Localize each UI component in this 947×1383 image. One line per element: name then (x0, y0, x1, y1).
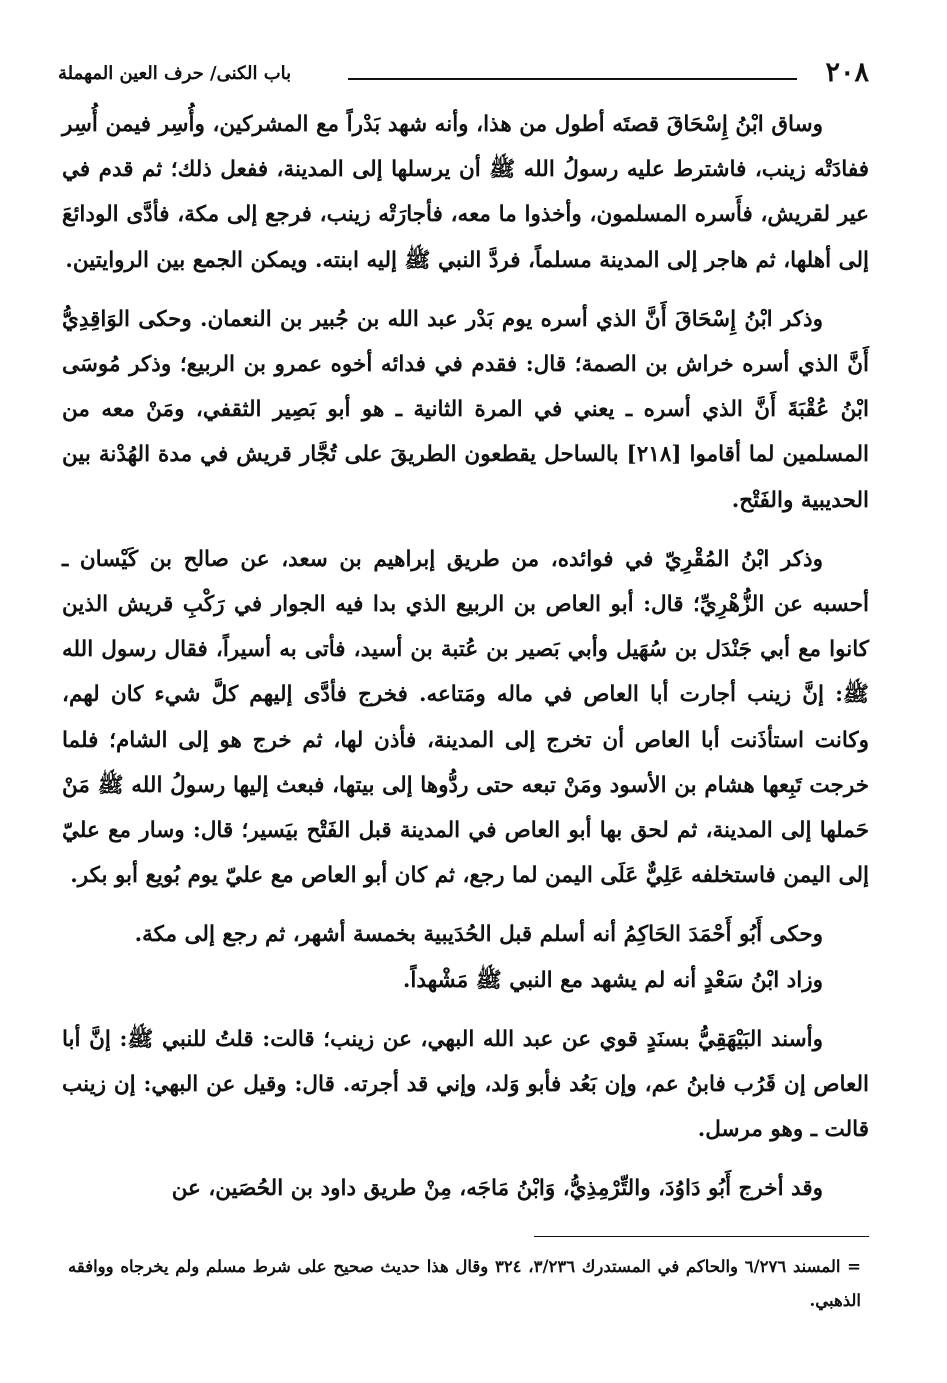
footnote-rule (534, 1236, 869, 1237)
paragraph-3: وذكر ابْنُ المُقْرِيّ في فوائده، من طريق إبراهيم بن سعد، عن صالح بن كَيْسان ـ أحسبه عن الزُّهْرِيِّ؛ قال: أبو العاص بن الربيع الذي بدا فيه الجوار في رَكْبِ قريش الذين كانوا مع أبي جَنْدَل بن سُهَيل وأبي بَصير بن عُتبة بن أسيد، فأتى به أسيراً، فقال رسول الله ﷺ: إنَّ زينب أجارت أبا العاص في ماله ومَتاعه. فخرج فأدَّى إليهم كلَّ شيء كان لهم، وكانت استأذَنت أبا العاص أن تخرج إلى المدينة، فأذن لها، ثم خرج هو إلى الشام؛ فلما خرجت تَبِعها هشام بن الأسود ومَنْ تبعه حتى ردُّوها إلى بيتها، فبعث إليها رسولُ الله ﷺ مَنْ حَملها إلى المدينة، ثم لحق بها أبو العاص في المدينة قبل الفَتْح بيَسير؛ قال: وسار مع عليّ إلى اليمن فاستخلفه عَلِيٌّ عَلَى اليمن لما رجع، ثم كان أبو العاص مع عليّ يوم بُويع أبو بكر. (62, 546, 869, 889)
running-title: باب الكنى/ حرف العين المهملة (58, 63, 292, 84)
page-header (58, 58, 869, 92)
paragraph-7: وقد أخرج أَبُو دَاوُدَ، والتِّرْمِذِيُّ، وَابْنُ مَاجَه، مِنْ طريق داود بن الحُصَين، عن (171, 1176, 823, 1202)
header-rule (348, 78, 797, 80)
paragraph-5: وزاد ابْنُ سَعْدٍ أنه لم يشهد مع النبي ﷺ مَشْهداً. (402, 967, 823, 993)
paragraph-6: وأسند البَيْهَقِيُّ بسنَدٍ قوي عن عبد الله البهي، عن زينب؛ قالت: قلتُ للنبي ﷺ: إنَّ أبا العاص إن قَرُب فابنُ عم، وإن بَعُد فأبو وَلد، وإني قد أجرته. قال: وقيل عن البهي: إن زينب قالت ـ وهو مرسل. (62, 1026, 869, 1143)
paragraph-4: وحكى أَبُو أَحْمَدَ الحَاكِمُ أنه أسلم قبل الحُدَيبية بخمسة أشهر، ثم رجع إلى مكة. (134, 922, 823, 948)
footnote: = المسند ٦/٢٧٦ والحاكم في المستدرك ٣/٢٣٦، ٣٢٤ وقال هذا حديث صحيح على شرط مسلم ولم يخرجاه ووافقه الذهبي. (68, 1257, 861, 1310)
page-number: ٢٠٨ (825, 57, 869, 88)
main-text (62, 102, 869, 1212)
paragraph-1: وساق ابْنُ إِسْحَاقَ قصتَه أطول من هذا، وأنه شهد بَدْراً مع المشركين، وأُسِر فيمن أُسِر ففادَتْه زينب، فاشترط عليه رسولُ الله ﷺ أن يرسلها إلى المدينة، ففعل ذلك؛ ثم قدم في عير لقريش، فأَسره المسلمون، وأخذوا ما معه، فأجارَتْه زينب، فرجع إلى مكة، فأدَّى الودائعَ إلى أهلها، ثم هاجر إلى المدينة مسلماً، فردَّ النبي ﷺ إليه ابنته. ويمكن الجمع بين الروايتين. (62, 112, 869, 273)
paragraph-2: وذكر ابْنُ إِسْحَاقَ أَنَّ الذي أسره يوم بَدْر عبد الله بن جُبير بن النعمان. وحكى الوَاقِدِيُّ أَنَّ الذي أسره خراش بن الصمة؛ قال: فقدم في فدائه أخوه عمرو بن الربيع؛ وذكر مُوسَى ابْنُ عُقْبَةَ أَنَّ الذي أسره ـ يعني في المرة الثانية ـ هو أبو بَصِير الثقفي، ومَنْ معه من المسلمين لما أقاموا [٢١٨] بالساحل يقطعون الطريقَ على تُجَّار قريش في مدة الهُدْنة بين الحديبية والفَتْح. (62, 306, 869, 513)
